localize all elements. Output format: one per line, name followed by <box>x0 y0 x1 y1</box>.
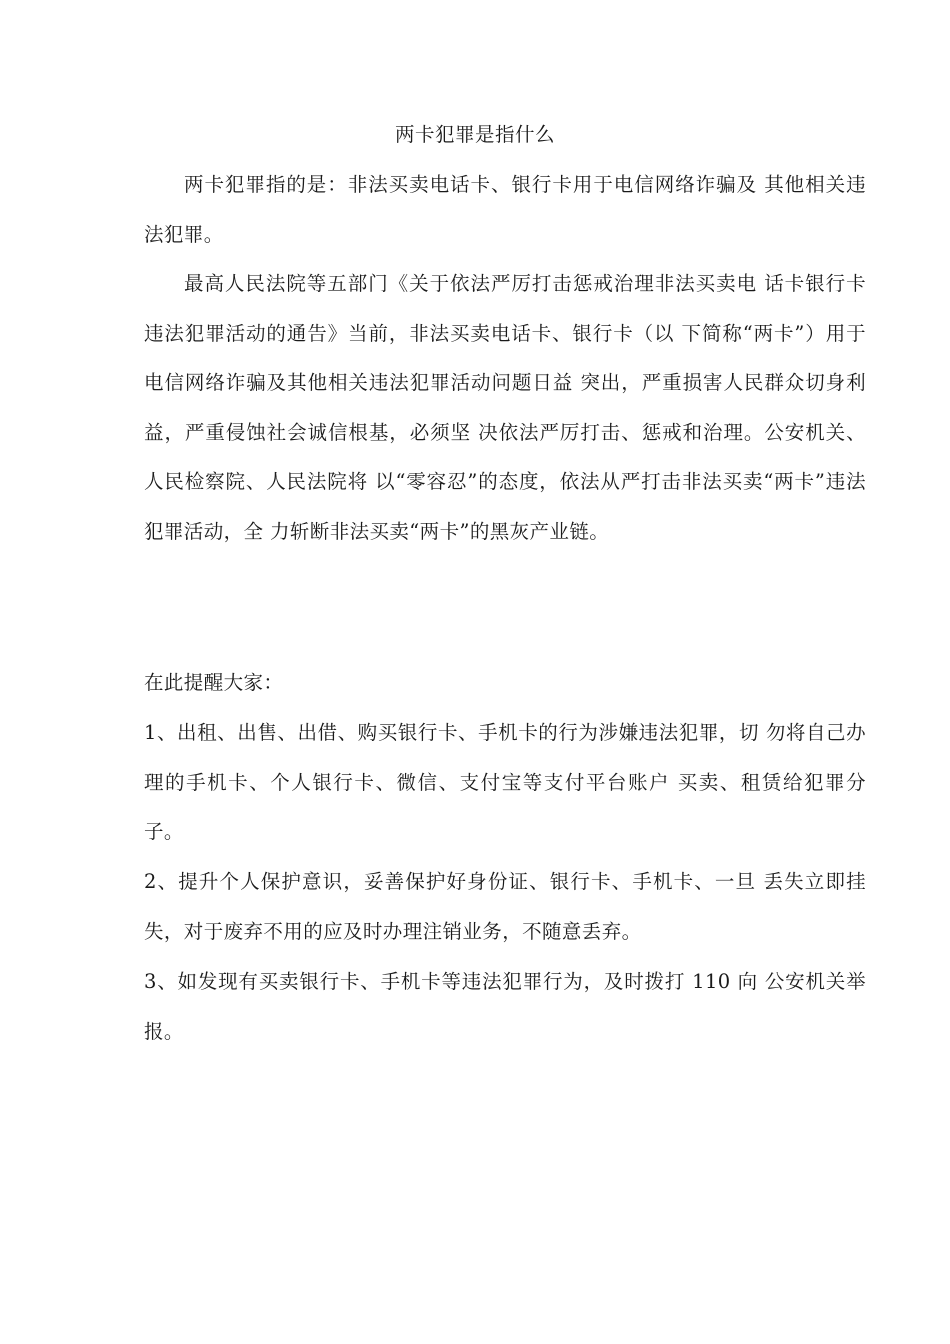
reminder-item-2: 2、提升个人保护意识，妥善保护好身份证、银行卡、手机卡、一旦 丢失立即挂失，对于废弃不用的应及时办理注销业务，不随意丢弃。 <box>144 870 866 943</box>
definition-paragraph: 两卡犯罪指的是：非法买卖电话卡、银行卡用于电信网络诈骗及 其他相关违法犯罪。 <box>144 173 866 246</box>
reminder-item-3: 3、如发现有买卖银行卡、手机卡等违法犯罪行为，及时拨打 110 向 公安机关举报。 <box>144 970 866 1043</box>
reminder-heading: 在此提醒大家： <box>144 671 284 694</box>
notice-paragraph: 最高人民法院等五部门《关于依法严厉打击惩戒治理非法买卖电 话卡银行卡违法犯罪活动的通告》当前，非法买卖电话卡、银行卡（以 下简称“两卡”）用于电信网络诈骗及其他相关违法犯罪活动问题日益 突出，严重损害人民群众切身利益，严重侵蚀社会诚信根基，必须坚 决依法严厉打击、惩戒和治理。公安机关、人民检察院、人民法院将 以“零容忍”的态度，依法从严打击非法买卖“两卡”违法犯罪活动，全 力斩断非法买卖“两卡”的黑灰产业链。 <box>144 272 866 543</box>
reminder-item-1: 1、出租、出售、出借、购买银行卡、手机卡的行为涉嫌违法犯罪，切 勿将自己办理的手机卡、个人银行卡、微信、支付宝等支付平台账户 买卖、租赁给犯罪分子。 <box>144 721 866 843</box>
document-title: 两卡犯罪是指什么 <box>394 123 555 146</box>
